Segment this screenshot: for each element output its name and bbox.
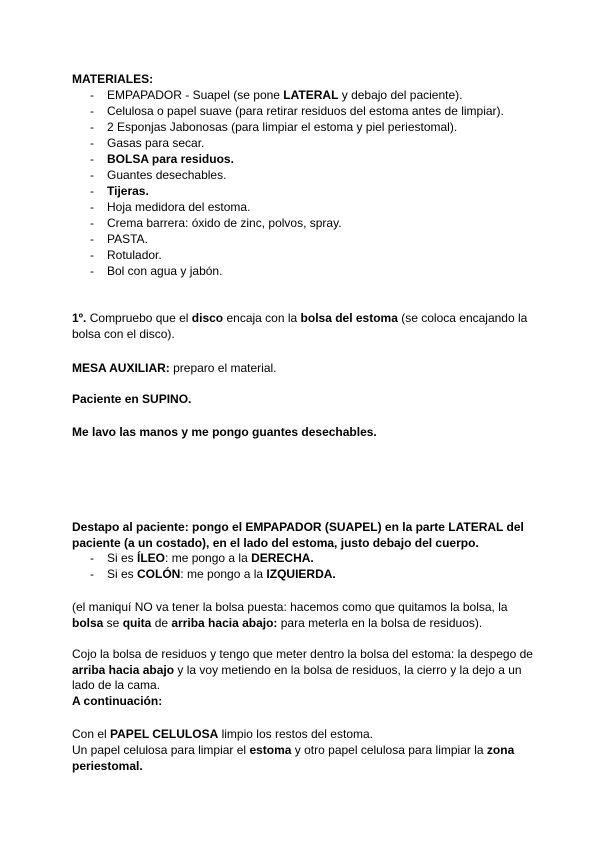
text-run: Tijeras. — [107, 183, 149, 198]
text-run: limpio los restos del estoma. — [218, 727, 373, 741]
dash-bullet: - — [90, 151, 94, 166]
text-run: Compruebo que el — [86, 311, 192, 325]
text-run: Un papel celulosa para limpiar el — [72, 743, 250, 757]
maniqui-paragraph — [72, 600, 542, 631]
text-run: COLÓN — [137, 567, 181, 581]
text-run: y la voy metiendo en la bolsa de residuos, la cierro y la dejo a un lado de la cama. — [72, 662, 522, 692]
text-run: se — [103, 615, 123, 630]
dash-bullet: - — [90, 247, 94, 262]
text-run: Guantes desechables. — [107, 167, 227, 182]
text-run: encaja con la — [223, 311, 301, 325]
materials-list — [72, 88, 542, 280]
list-item — [72, 88, 542, 104]
text-run: PAPEL CELULOSA — [110, 727, 219, 741]
list-item — [72, 232, 542, 248]
list-item — [72, 264, 542, 280]
text-run: Celulosa o papel suave (para retirar residuos del estoma antes de limpiar). — [107, 103, 504, 118]
dash-bullet: - — [90, 103, 94, 118]
text-run: 1º. — [72, 311, 87, 325]
dash-bullet: - — [90, 135, 94, 150]
side-list — [72, 551, 542, 583]
papel-celulosa-detail — [72, 743, 542, 774]
mesa-auxiliar-line — [72, 361, 542, 377]
list-item — [72, 248, 542, 264]
destapo-section — [72, 520, 542, 583]
text-run: LATERAL — [283, 87, 339, 102]
text-run: PASTA. — [107, 231, 148, 246]
text-run: quita — [122, 615, 152, 630]
list-item — [72, 567, 542, 583]
text-run: Hoja medidora del estoma. — [107, 199, 251, 214]
text-run: Con el — [72, 727, 111, 741]
list-item — [72, 216, 542, 232]
dash-bullet: - — [90, 199, 94, 214]
text-run: Cojo la bolsa de residuos y tengo que meter dentro la bolsa del estoma: la despego de — [72, 647, 533, 661]
dash-bullet: - — [90, 119, 94, 134]
list-item — [72, 120, 542, 136]
list-item — [72, 104, 542, 120]
text-run: EMPAPADOR - Suapel (se pone — [107, 87, 284, 102]
text-run: Crema barrera: óxido de zinc, polvos, spray. — [107, 215, 342, 230]
text-run: zona periestomal. — [72, 743, 515, 773]
dash-bullet: - — [90, 87, 94, 102]
text-run: preparo el material. — [169, 361, 277, 375]
list-item — [72, 136, 542, 152]
text-run: estoma — [249, 743, 292, 757]
list-item — [72, 200, 542, 216]
dash-bullet: - — [90, 183, 94, 198]
text-run: Si es — [107, 551, 138, 565]
text-run: Bol con agua y jabón. — [107, 263, 223, 278]
list-item — [72, 184, 542, 200]
materials-heading: MATERIALES: — [72, 72, 154, 86]
dash-bullet: - — [90, 567, 94, 581]
dash-bullet: - — [90, 551, 94, 565]
text-run: arriba hacia abajo: — [171, 615, 278, 630]
text-run: bolsa del estoma — [300, 311, 398, 325]
supino-line: Paciente en SUPINO. — [72, 392, 192, 406]
text-run: MESA AUXILIAR: — [72, 361, 170, 375]
text-run: de — [151, 615, 172, 630]
text-run: 2 Esponjas Jabonosas (para limpiar el estoma y piel periestomal). — [107, 119, 458, 134]
text-run: DERECHA. — [251, 551, 314, 565]
lavo-manos-line: Me lavo las manos y me pongo guantes desechables. — [72, 425, 377, 439]
dash-bullet: - — [90, 167, 94, 182]
text-run: (el maniquí NO va tener la bolsa puesta: hacemos como que quitamos la bolsa, la — [72, 600, 508, 614]
text-run: para meterla en la bolsa de residuos). — [277, 615, 483, 630]
papel-celulosa-line — [72, 727, 542, 743]
dash-bullet: - — [90, 231, 94, 246]
text-run: BOLSA para residuos. — [107, 151, 234, 166]
text-run: Si es — [107, 567, 138, 581]
text-run: : me pongo a la — [180, 567, 267, 581]
text-run: ÍLEO — [137, 551, 166, 565]
list-item — [72, 168, 542, 184]
step1-paragraph — [72, 311, 542, 342]
text-run: arriba hacia abajo — [72, 662, 175, 677]
text-run: (se coloca encajando la bolsa con el disco). — [72, 311, 528, 341]
text-run: disco — [191, 311, 224, 325]
text-run: bolsa — [72, 615, 104, 630]
text-run: y otro papel celulosa para limpiar la — [291, 743, 487, 757]
text-run: IZQUIERDA. — [266, 567, 336, 581]
text-run: y debajo del paciente). — [338, 87, 463, 102]
materials-section — [72, 72, 542, 280]
list-item — [72, 152, 542, 168]
dash-bullet: - — [90, 263, 94, 278]
text-run: : me pongo a la — [165, 551, 252, 565]
cojo-paragraph — [72, 647, 542, 694]
text-run: Gasas para secar. — [107, 135, 205, 150]
list-item — [72, 551, 542, 567]
continuacion-line: A continuación: — [72, 694, 163, 708]
dash-bullet: - — [90, 215, 94, 230]
text-run: Rotulador. — [107, 247, 162, 262]
destapo-paragraph: Destapo al paciente: pongo el EMPAPADOR (SUAPEL) en la parte LATERAL del paciente (a un costado), en el lado del estoma, justo debajo del cuerpo. — [72, 520, 524, 550]
